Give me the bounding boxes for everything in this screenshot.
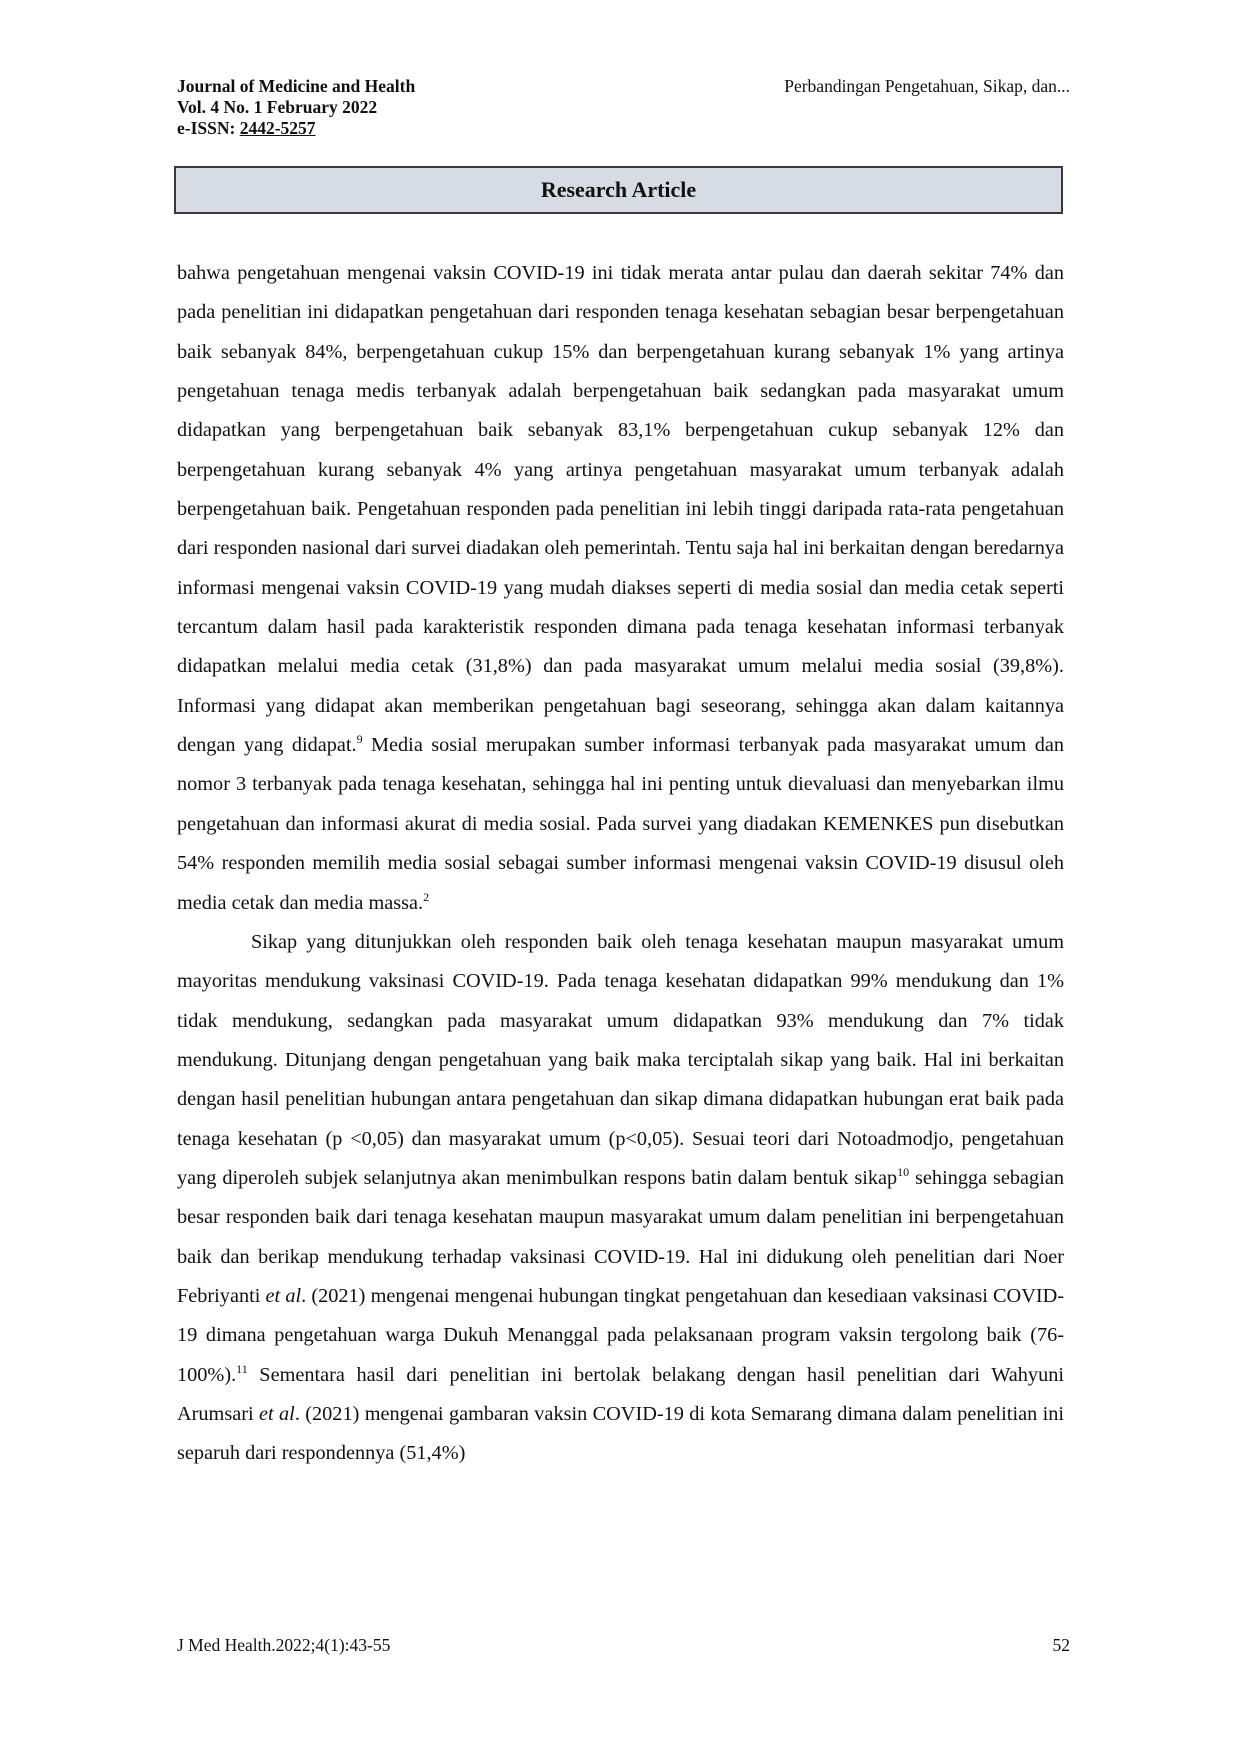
- issn-link[interactable]: 2442-5257: [239, 118, 316, 138]
- paragraph-1: [177, 254, 1064, 923]
- paragraph-1-text-b: Media sosial merupakan sumber informasi terbanyak pada masyarakat umum dan nomor 3 terbanyak pada tenaga kesehatan, sehingga hal ini penting untuk dievaluasi dan menyebarkan ilmu pengetahuan dan informasi akurat di media sosial. Pada survei yang diadakan KEMENKES pun disebutkan 54% responden memilih media sosial sebagai sumber informasi mengenai vaksin COVID-19 disusul oleh media cetak dan media massa.: [177, 734, 1064, 914]
- paragraph-1-text-a: bahwa pengetahuan mengenai vaksin COVID-19 ini tidak merata antar pulau dan daerah sekitar 74% dan pada penelitian ini didapatkan pengetahuan dari responden tenaga kesehatan sebagian besar berpengetahuan baik sebanyak 84%, berpengetahuan cukup 15% dan berpengetahuan kurang sebanyak 1% yang artinya pengetahuan tenaga medis terbanyak adalah berpengetahuan baik sedangkan pada masyarakat umum didapatkan yang berpengetahuan baik sebanyak 83,1% berpengetahuan cukup sebanyak 12% dan berpengetahuan kurang sebanyak 4% yang artinya pengetahuan masyarakat umum terbanyak adalah berpengetahuan baik. Pengetahuan responden pada penelitian ini lebih tinggi daripada rata-rata pengetahuan dari responden nasional dari survei diadakan oleh pemerintah. Tentu saja hal ini berkaitan dengan beredarnya informasi mengenai vaksin COVID-19 yang mudah diakses seperti di media sosial dan media cetak seperti tercantum dalam hasil pada karakteristik responden dimana pada tenaga kesehatan informasi terbanyak didapatkan melalui media cetak (31,8%) dan pada masyarakat umum melalui media sosial (39,8%). Informasi yang didapat akan memberikan pengetahuan bagi seseorang, sehingga akan dalam kaitannya dengan yang didapat.: [177, 262, 1064, 757]
- issn-label: e-ISSN:: [177, 118, 240, 138]
- et-al-italic: et al: [265, 1284, 302, 1307]
- page-number: 52: [1052, 1635, 1070, 1655]
- journal-header: [177, 76, 415, 139]
- paragraph-2-text-e: . (2021) mengenai gambaran vaksin COVID-19 di kota Semarang dimana dalam penelitian ini separuh dari respondennya (51,4%): [177, 1402, 1065, 1465]
- article-type-banner: [174, 166, 1063, 214]
- journal-issn: [177, 118, 415, 139]
- paragraph-2-text-a: Sikap yang ditunjukkan oleh responden baik oleh tenaga kesehatan maupun masyarakat umum mayoritas mendukung vaksinasi COVID-19. Pada tenaga kesehatan didapatkan 99% mendukung dan 1% tidak mendukung, sedangkan pada masyarakat umum didapatkan 93% mendukung dan 7% tidak mendukung. Ditunjang dengan pengetahuan yang baik maka terciptalah sikap yang baik. Hal ini berkaitan dengan hasil penelitian hubungan antara pengetahuan dan sikap dimana didapatkan hubungan erat baik pada tenaga kesehatan (p <0,05) dan masyarakat umum (p<0,05). Sesuai teori dari Notoadmodjo, pengetahuan yang diperoleh subjek selanjutnya akan menimbulkan respons batin dalam bentuk sikap: [177, 930, 1064, 1189]
- paragraph-2-text-b: sehingga sebagian besar responden baik dari tenaga kesehatan maupun masyarakat umum dalam penelitian ini berpengetahuan baik dan berikap mendukung terhadap vaksinasi COVID-19. Hal ini didukung oleh penelitian dari Noer Febriyanti: [177, 1166, 1064, 1307]
- paragraph-2-text-d: Sementara hasil dari penelitian ini bertolak belakang dengan hasil penelitian dari Wahyuni Arumsari: [177, 1363, 1064, 1425]
- citation-ref[interactable]: 2: [423, 889, 430, 904]
- article-type-label: Research Article: [540, 177, 697, 202]
- paragraph-2: [177, 923, 1064, 1474]
- running-title: Perbandingan Pengetahuan, Sikap, dan...: [784, 76, 1070, 96]
- journal-title: Journal of Medicine and Health: [177, 76, 416, 96]
- citation-ref[interactable]: 9: [356, 732, 363, 747]
- footer-citation: J Med Health.2022;4(1):43-55: [177, 1635, 391, 1655]
- et-al-italic: et al: [259, 1402, 295, 1425]
- paragraph-2-text-c: . (2021) mengenai mengenai hubungan tingkat pengetahuan dan kesediaan vaksinasi COVID-19 dimana pengetahuan warga Dukuh Menanggal pada pelaksanaan program vaksin tergolong baik (76-100%).: [177, 1284, 1065, 1386]
- journal-volume: Vol. 4 No. 1 February 2022: [177, 97, 378, 117]
- citation-ref[interactable]: 10: [897, 1165, 910, 1180]
- citation-ref[interactable]: 11: [236, 1361, 248, 1376]
- article-body: [177, 254, 1064, 1474]
